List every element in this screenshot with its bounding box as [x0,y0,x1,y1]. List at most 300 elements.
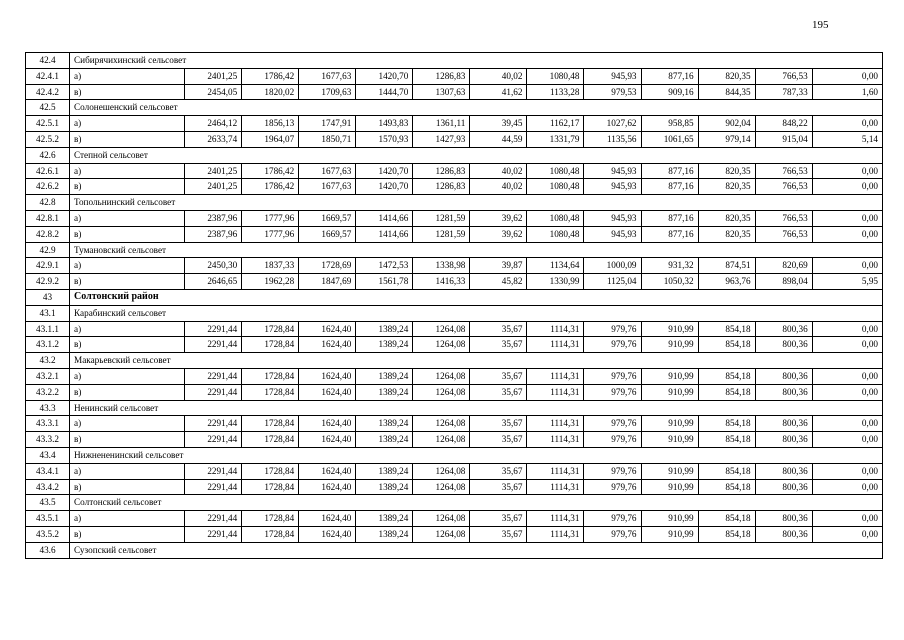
row-subitem: а) [70,68,185,84]
value-cell: 35,67 [470,463,527,479]
value-cell: 1847,69 [299,274,356,290]
value-cell: 2387,96 [185,210,242,226]
value-cell: 1389,24 [356,337,413,353]
table-body [26,53,883,559]
row-code: 42.5.2 [26,131,70,147]
value-cell: 979,76 [584,384,641,400]
row-subitem: а) [70,163,185,179]
section-row [26,495,883,511]
value-cell: 854,18 [698,321,755,337]
value-cell: 1389,24 [356,526,413,542]
value-cell: 854,18 [698,432,755,448]
value-cell: 45,82 [470,274,527,290]
value-cell: 1420,70 [356,179,413,195]
row-subitem: в) [70,226,185,242]
value-cell: 1416,33 [413,274,470,290]
value-cell: 800,36 [755,511,812,527]
value-cell: 800,36 [755,432,812,448]
value-cell: 0,00 [812,210,882,226]
value-cell: 1114,31 [527,511,584,527]
value-cell: 1962,28 [242,274,299,290]
row-code: 42.9 [26,242,70,258]
value-cell: 1114,31 [527,368,584,384]
value-cell: 1264,08 [413,337,470,353]
value-cell: 35,67 [470,337,527,353]
section-row [26,242,883,258]
value-cell: 910,99 [641,511,698,527]
value-cell: 1561,78 [356,274,413,290]
table-row [26,163,883,179]
value-cell: 945,93 [584,163,641,179]
value-cell: 1493,83 [356,116,413,132]
section-title: Карабинский сельсовет [70,305,883,321]
table-row [26,463,883,479]
value-cell: 910,99 [641,479,698,495]
value-cell: 1162,17 [527,116,584,132]
value-cell: 910,99 [641,384,698,400]
value-cell: 877,16 [641,179,698,195]
value-cell: 1125,04 [584,274,641,290]
row-subitem: в) [70,479,185,495]
value-cell: 979,76 [584,368,641,384]
value-cell: 854,18 [698,337,755,353]
value-cell: 35,67 [470,384,527,400]
value-cell: 1669,57 [299,226,356,242]
value-cell: 766,53 [755,179,812,195]
section-row [26,195,883,211]
value-cell: 41,62 [470,84,527,100]
value-cell: 39,62 [470,210,527,226]
section-title: Сузопский сельсовет [70,542,883,558]
table-row [26,116,883,132]
value-cell: 1786,42 [242,179,299,195]
value-cell: 1134,64 [527,258,584,274]
value-cell: 2291,44 [185,463,242,479]
value-cell: 854,18 [698,384,755,400]
section-title: Нижнененинский сельсовет [70,447,883,463]
value-cell: 909,16 [641,84,698,100]
value-cell: 874,51 [698,258,755,274]
value-cell: 898,04 [755,274,812,290]
value-cell: 0,00 [812,511,882,527]
value-cell: 910,99 [641,337,698,353]
section-row [26,353,883,369]
value-cell: 945,93 [584,226,641,242]
value-cell: 35,67 [470,368,527,384]
value-cell: 1677,63 [299,163,356,179]
row-code: 43.4.2 [26,479,70,495]
value-cell: 877,16 [641,210,698,226]
value-cell: 854,18 [698,368,755,384]
value-cell: 800,36 [755,368,812,384]
section-row [26,400,883,416]
value-cell: 2291,44 [185,479,242,495]
table-row [26,511,883,527]
row-code: 43.3.2 [26,432,70,448]
value-cell: 1837,33 [242,258,299,274]
value-cell: 0,00 [812,68,882,84]
section-title: Солтонский сельсовет [70,495,883,511]
row-subitem: в) [70,84,185,100]
value-cell: 1669,57 [299,210,356,226]
row-code: 43.3.1 [26,416,70,432]
value-cell: 800,36 [755,463,812,479]
value-cell: 2291,44 [185,432,242,448]
value-cell: 910,99 [641,321,698,337]
value-cell: 1677,63 [299,68,356,84]
region-row [26,289,883,305]
value-cell: 800,36 [755,321,812,337]
value-cell: 1114,31 [527,384,584,400]
table-row [26,210,883,226]
value-cell: 35,67 [470,321,527,337]
value-cell: 787,33 [755,84,812,100]
row-code: 43.5.2 [26,526,70,542]
value-cell: 945,93 [584,68,641,84]
value-cell: 1050,32 [641,274,698,290]
value-cell: 2401,25 [185,163,242,179]
value-cell: 0,00 [812,384,882,400]
value-cell: 945,93 [584,210,641,226]
value-cell: 1389,24 [356,416,413,432]
value-cell: 2291,44 [185,384,242,400]
value-cell: 1728,84 [242,511,299,527]
table-row [26,258,883,274]
value-cell: 1777,96 [242,210,299,226]
value-cell: 979,76 [584,479,641,495]
row-code: 42.6 [26,147,70,163]
value-cell: 877,16 [641,163,698,179]
row-code: 42.8.2 [26,226,70,242]
value-cell: 1624,40 [299,463,356,479]
value-cell: 2291,44 [185,321,242,337]
value-cell: 979,76 [584,416,641,432]
value-cell: 1114,31 [527,321,584,337]
value-cell: 1624,40 [299,321,356,337]
row-subitem: а) [70,368,185,384]
row-code: 43.2 [26,353,70,369]
row-code: 42.5.1 [26,116,70,132]
value-cell: 40,02 [470,163,527,179]
value-cell: 1964,07 [242,131,299,147]
row-code: 42.6.2 [26,179,70,195]
row-code: 43.1.1 [26,321,70,337]
value-cell: 1624,40 [299,416,356,432]
value-cell: 1624,40 [299,337,356,353]
value-cell: 1420,70 [356,68,413,84]
value-cell: 2633,74 [185,131,242,147]
value-cell: 800,36 [755,337,812,353]
value-cell: 35,67 [470,511,527,527]
row-code: 43.5.1 [26,511,70,527]
section-title: Топольнинский сельсовет [70,195,883,211]
value-cell: 1389,24 [356,479,413,495]
table-row [26,226,883,242]
value-cell: 2450,30 [185,258,242,274]
value-cell: 1,60 [812,84,882,100]
value-cell: 1624,40 [299,526,356,542]
value-cell: 5,14 [812,131,882,147]
value-cell: 0,00 [812,368,882,384]
value-cell: 820,35 [698,226,755,242]
value-cell: 800,36 [755,416,812,432]
table-row [26,179,883,195]
value-cell: 1728,84 [242,479,299,495]
value-cell: 1281,59 [413,210,470,226]
value-cell: 1264,08 [413,463,470,479]
value-cell: 979,76 [584,511,641,527]
page-number: 195 [812,19,829,31]
value-cell: 0,00 [812,479,882,495]
value-cell: 766,53 [755,210,812,226]
value-cell: 1389,24 [356,368,413,384]
value-cell: 979,76 [584,337,641,353]
value-cell: 820,35 [698,68,755,84]
value-cell: 35,67 [470,432,527,448]
value-cell: 1264,08 [413,479,470,495]
value-cell: 854,18 [698,526,755,542]
value-cell: 1307,63 [413,84,470,100]
value-cell: 854,18 [698,463,755,479]
value-cell: 979,14 [698,131,755,147]
row-code: 43.2.1 [26,368,70,384]
value-cell: 1114,31 [527,463,584,479]
value-cell: 910,99 [641,432,698,448]
value-cell: 40,02 [470,68,527,84]
value-cell: 1624,40 [299,511,356,527]
value-cell: 1264,08 [413,384,470,400]
row-code: 42.6.1 [26,163,70,179]
row-subitem: а) [70,210,185,226]
value-cell: 877,16 [641,68,698,84]
value-cell: 1080,48 [527,68,584,84]
value-cell: 0,00 [812,416,882,432]
value-cell: 0,00 [812,432,882,448]
value-cell: 854,18 [698,416,755,432]
value-cell: 1331,79 [527,131,584,147]
row-subitem: а) [70,416,185,432]
row-subitem: а) [70,258,185,274]
value-cell: 35,67 [470,416,527,432]
value-cell: 1728,84 [242,526,299,542]
value-cell: 2387,96 [185,226,242,242]
value-cell: 1820,02 [242,84,299,100]
value-cell: 35,67 [470,479,527,495]
value-cell: 820,35 [698,179,755,195]
row-code: 43.3 [26,400,70,416]
section-row [26,447,883,463]
table-row [26,368,883,384]
value-cell: 1338,98 [413,258,470,274]
region-title: Солтонский район [70,289,883,305]
value-cell: 848,22 [755,116,812,132]
value-cell: 1114,31 [527,432,584,448]
value-cell: 1728,84 [242,416,299,432]
value-cell: 1427,93 [413,131,470,147]
value-cell: 1728,84 [242,384,299,400]
section-title: Степной сельсовет [70,147,883,163]
table-row [26,131,883,147]
table-row [26,416,883,432]
row-code: 43.4.1 [26,463,70,479]
table-row [26,274,883,290]
value-cell: 910,99 [641,463,698,479]
value-cell: 979,53 [584,84,641,100]
value-cell: 1361,11 [413,116,470,132]
value-cell: 1000,09 [584,258,641,274]
value-cell: 766,53 [755,163,812,179]
value-cell: 1264,08 [413,321,470,337]
value-cell: 1624,40 [299,384,356,400]
section-title: Тумановский сельсовет [70,242,883,258]
value-cell: 1114,31 [527,416,584,432]
value-cell: 2401,25 [185,179,242,195]
value-cell: 963,76 [698,274,755,290]
row-subitem: а) [70,321,185,337]
value-cell: 44,59 [470,131,527,147]
value-cell: 2401,25 [185,68,242,84]
value-cell: 1135,56 [584,131,641,147]
value-cell: 1264,08 [413,368,470,384]
value-cell: 820,35 [698,163,755,179]
value-cell: 0,00 [812,179,882,195]
value-cell: 2454,05 [185,84,242,100]
value-cell: 910,99 [641,526,698,542]
value-cell: 0,00 [812,321,882,337]
section-title: Макарьевский сельсовет [70,353,883,369]
value-cell: 39,62 [470,226,527,242]
value-cell: 1728,84 [242,432,299,448]
value-cell: 1389,24 [356,432,413,448]
value-cell: 40,02 [470,179,527,195]
section-row [26,100,883,116]
row-subitem: в) [70,526,185,542]
value-cell: 1728,84 [242,337,299,353]
value-cell: 1624,40 [299,479,356,495]
row-code: 42.8.1 [26,210,70,226]
value-cell: 0,00 [812,116,882,132]
value-cell: 1786,42 [242,68,299,84]
row-code: 42.4.1 [26,68,70,84]
value-cell: 820,69 [755,258,812,274]
value-cell: 979,76 [584,432,641,448]
value-cell: 5,95 [812,274,882,290]
value-cell: 2646,65 [185,274,242,290]
row-code: 42.5 [26,100,70,116]
row-subitem: в) [70,131,185,147]
value-cell: 820,35 [698,210,755,226]
row-code: 42.8 [26,195,70,211]
value-cell: 1414,66 [356,210,413,226]
section-row [26,305,883,321]
row-code: 43.5 [26,495,70,511]
row-subitem: в) [70,432,185,448]
value-cell: 1850,71 [299,131,356,147]
value-cell: 2291,44 [185,511,242,527]
table-row [26,321,883,337]
value-cell: 1133,28 [527,84,584,100]
row-code: 43 [26,289,70,305]
value-cell: 915,04 [755,131,812,147]
table-row [26,68,883,84]
value-cell: 1281,59 [413,226,470,242]
row-code: 43.1 [26,305,70,321]
value-cell: 1080,48 [527,163,584,179]
value-cell: 1286,83 [413,179,470,195]
value-cell: 1786,42 [242,163,299,179]
value-cell: 1264,08 [413,416,470,432]
value-cell: 1080,48 [527,226,584,242]
value-cell: 800,36 [755,526,812,542]
row-code: 43.2.2 [26,384,70,400]
row-code: 43.4 [26,447,70,463]
value-cell: 1677,63 [299,179,356,195]
value-cell: 2291,44 [185,526,242,542]
value-cell: 800,36 [755,384,812,400]
table-row [26,384,883,400]
value-cell: 766,53 [755,68,812,84]
value-cell: 0,00 [812,258,882,274]
value-cell: 1080,48 [527,210,584,226]
value-cell: 2291,44 [185,416,242,432]
value-cell: 1389,24 [356,511,413,527]
value-cell: 1747,91 [299,116,356,132]
value-cell: 1709,63 [299,84,356,100]
value-cell: 910,99 [641,416,698,432]
value-cell: 902,04 [698,116,755,132]
value-cell: 39,87 [470,258,527,274]
value-cell: 1624,40 [299,368,356,384]
value-cell: 1777,96 [242,226,299,242]
value-cell: 1472,53 [356,258,413,274]
value-cell: 1080,48 [527,179,584,195]
value-cell: 877,16 [641,226,698,242]
value-cell: 0,00 [812,337,882,353]
value-cell: 0,00 [812,463,882,479]
row-code: 43.6 [26,542,70,558]
section-title: Ненинский сельсовет [70,400,883,416]
value-cell: 931,32 [641,258,698,274]
value-cell: 1264,08 [413,511,470,527]
value-cell: 2291,44 [185,368,242,384]
value-cell: 1444,70 [356,84,413,100]
value-cell: 854,18 [698,479,755,495]
tariff-table [25,52,883,559]
row-code: 42.9.1 [26,258,70,274]
value-cell: 1286,83 [413,163,470,179]
value-cell: 1728,84 [242,321,299,337]
value-cell: 0,00 [812,226,882,242]
value-cell: 1728,69 [299,258,356,274]
value-cell: 1728,84 [242,463,299,479]
value-cell: 1414,66 [356,226,413,242]
row-subitem: в) [70,274,185,290]
value-cell: 854,18 [698,511,755,527]
section-title: Солонешенский сельсовет [70,100,883,116]
value-cell: 1389,24 [356,321,413,337]
value-cell: 1330,99 [527,274,584,290]
value-cell: 35,67 [470,526,527,542]
value-cell: 1389,24 [356,463,413,479]
value-cell: 1856,13 [242,116,299,132]
value-cell: 0,00 [812,526,882,542]
value-cell: 1027,62 [584,116,641,132]
value-cell: 39,45 [470,116,527,132]
row-subitem: а) [70,116,185,132]
value-cell: 1570,93 [356,131,413,147]
value-cell: 979,76 [584,463,641,479]
value-cell: 1114,31 [527,479,584,495]
